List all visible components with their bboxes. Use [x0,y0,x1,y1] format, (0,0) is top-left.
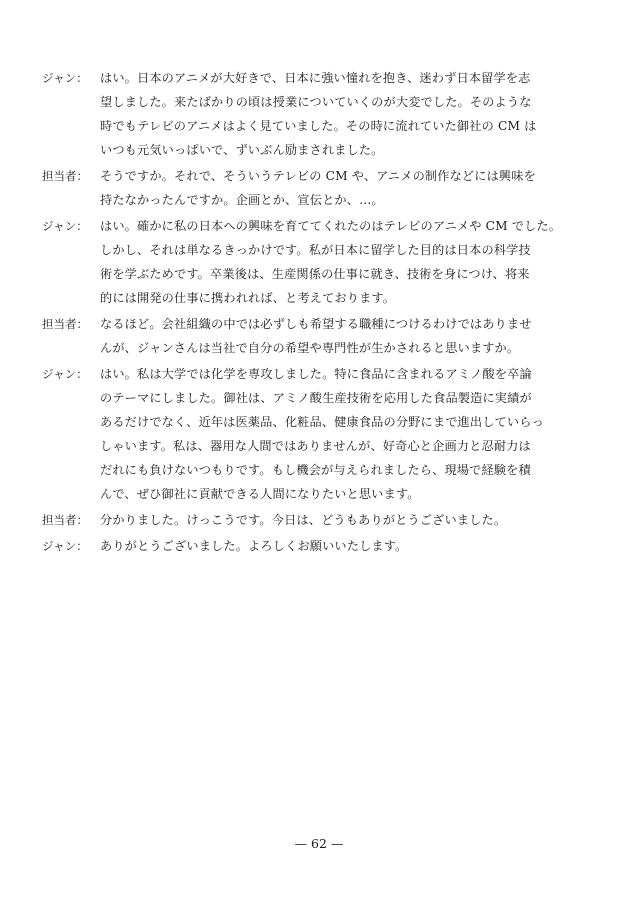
utterance-line: だれにも負けないつもりです。もし機会が与えられましたら、現場で経験を積 [100,463,531,477]
utterance-line: 術を学ぶためです。卒業後は、生産関係の仕事に就き、技術を身につけ、将来 [100,267,530,281]
dialogue-turn [42,508,602,532]
dialogue-turn [42,214,602,310]
utterance-line: はい。日本のアニメが大好きで、日本に強い憧れを抱き、迷わず日本留学を志 [100,71,531,85]
dialogue-turn [42,66,602,162]
dialogue-turn [42,534,602,558]
dialogue-turn [42,312,602,360]
page-number: — 62 — [294,836,344,851]
utterance-line: んが、ジャンさんは当社で自分の希望や専門性が生かされると思いますか。 [100,341,520,355]
dialogue-turn [42,362,602,506]
utterance [100,214,602,310]
utterance-line: しかし、それは単なるきっかけです。私が日本に留学した目的は日本の科学技 [100,243,531,257]
speaker-label: 担当者： [42,169,88,183]
utterance [100,362,602,506]
dialogue-turn [42,164,602,212]
speaker-label: ジャン： [42,219,88,233]
speaker-label: ジャン： [42,539,88,553]
utterance-line: 的には開発の仕事に携われれば、と考えております。 [100,291,396,305]
utterance-line: いつも元気いっぱいで、ずいぶん励まされました。 [100,143,384,157]
utterance [100,534,602,558]
utterance-line: 分かりました。けっこうです。今日は、どうもありがとうございました。 [100,513,507,527]
utterance-line: そうですか。それで、そういうテレビの CM や、アニメの制作などには興味を [100,169,536,183]
speaker-label: 担当者： [42,317,88,331]
utterance-line: あるだけでなく、近年は医薬品、化粧品、健康食品の分野にまで進出していらっ [100,415,544,429]
utterance-line: はい。確かに私の日本への興味を育ててくれたのはテレビのアニメや CM でした。 [100,219,562,233]
utterance [100,312,602,360]
utterance-line: 時でもテレビのアニメはよく見ていました。その時に流れていた御社の CM は [100,119,537,133]
utterance-line: 望しました。来たばかりの頃は授業についていくのが大変でした。そのような [100,95,532,109]
utterance [100,66,602,162]
speaker-label: 担当者： [42,513,88,527]
utterance-line: 持たなかったんですか。企画とか、宣伝とか、…。 [100,193,384,207]
utterance-line: のテーマにしました。御社は、アミノ酸生産技術を応用した食品製造に実績が [100,391,532,405]
utterance-line: なるほど。会社組織の中では必ずしも希望する職種につけるわけではありませ [100,317,532,331]
utterance-line: はい。私は大学では化学を専攻しました。特に食品に含まれるアミノ酸を卒論 [100,367,532,381]
utterance-line: ありがとうございました。よろしくお願いいたします。 [100,539,408,553]
speaker-label: ジャン： [42,367,88,381]
dialogue [42,66,602,560]
utterance-line: んで、ぜひ御社に貢献できる人間になりたいと思います。 [100,487,420,501]
utterance [100,508,602,532]
utterance [100,164,602,212]
utterance-line: しゃいます。私は、器用な人間ではありませんが、好奇心と企画力と忍耐力は [100,439,531,453]
speaker-label: ジャン： [42,71,88,85]
